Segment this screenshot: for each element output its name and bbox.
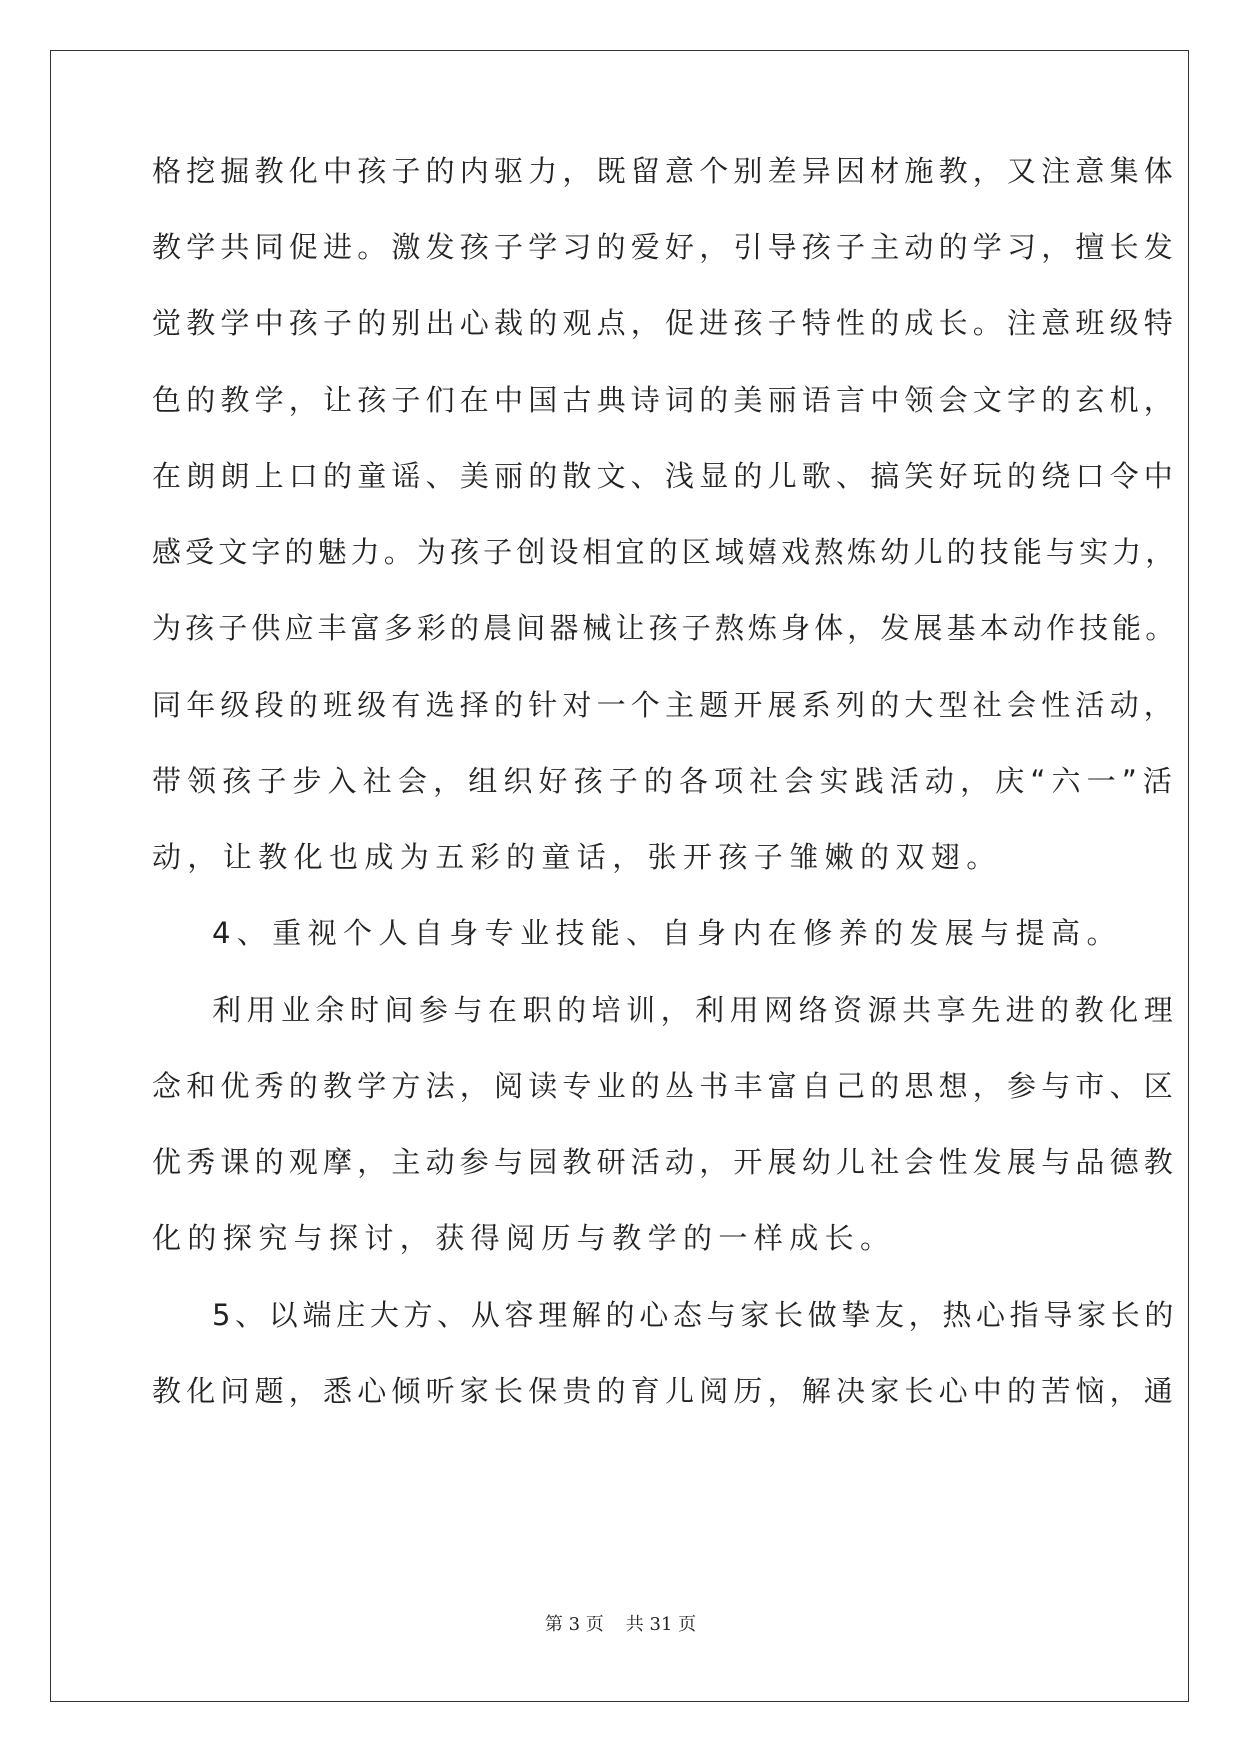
text-line: 动，让教化也成为五彩的童话，张开孩子雏嫩的双翅。 bbox=[152, 840, 1002, 874]
text-line: 利用业余时间参与在职的培训，利用网络资源共享先进的教化理 bbox=[212, 993, 1179, 1027]
text-line: 化的探究与探讨，获得阅历与教学的一样成长。 bbox=[152, 1221, 896, 1255]
text-line: 带领孩子步入社会，组织好孩子的各项社会实践活动，庆“六一”活 bbox=[152, 764, 1179, 798]
text-line: 教化问题，悉心倾听家长保贵的育儿阅历，解决家长心中的苦恼，通 bbox=[152, 1374, 1179, 1408]
text-line: 在朗朗上口的童谣、美丽的散文、浅显的儿歌、搞笑好玩的绕口令中 bbox=[152, 459, 1179, 493]
page-footer bbox=[0, 1610, 1241, 1636]
text-line: 感受文字的魅力。为孩子创设相宜的区域嬉戏熬炼幼儿的技能与实力， bbox=[152, 535, 1179, 569]
page-number: 第 3 页 bbox=[544, 1614, 604, 1635]
page-total: 共 31 页 bbox=[625, 1614, 697, 1635]
text-line: 教学共同促进。激发孩子学习的爱好，引导孩子主动的学习，擅长发 bbox=[152, 230, 1179, 264]
text-line: 色的教学，让孩子们在中国古典诗词的美丽语言中领会文字的玄机， bbox=[152, 383, 1179, 417]
text-line: 优秀课的观摩，主动参与园教研活动，开展幼儿社会性发展与品德教 bbox=[152, 1145, 1179, 1179]
text-line: 觉教学中孩子的别出心裁的观点，促进孩子特性的成长。注意班级特 bbox=[152, 306, 1179, 340]
section-heading: 4、重视个人自身专业技能、自身内在修养的发展与提高。 bbox=[212, 916, 1122, 950]
text-line: 同年级段的班级有选择的针对一个主题开展系列的大型社会性活动， bbox=[152, 688, 1179, 722]
text-line: 格挖掘教化中孩子的内驱力，既留意个别差异因材施教，又注意集体 bbox=[152, 154, 1179, 188]
text-line: 念和优秀的教学方法，阅读专业的丛书丰富自己的思想，参与市、区 bbox=[152, 1069, 1179, 1103]
page-border bbox=[50, 50, 1189, 1702]
text-line: 为孩子供应丰富多彩的晨间器械让孩子熬炼身体，发展基本动作技能。 bbox=[152, 611, 1179, 645]
section-heading: 5、以端庄大方、从容理解的心态与家长做挚友，热心指导家长的 bbox=[212, 1298, 1179, 1332]
